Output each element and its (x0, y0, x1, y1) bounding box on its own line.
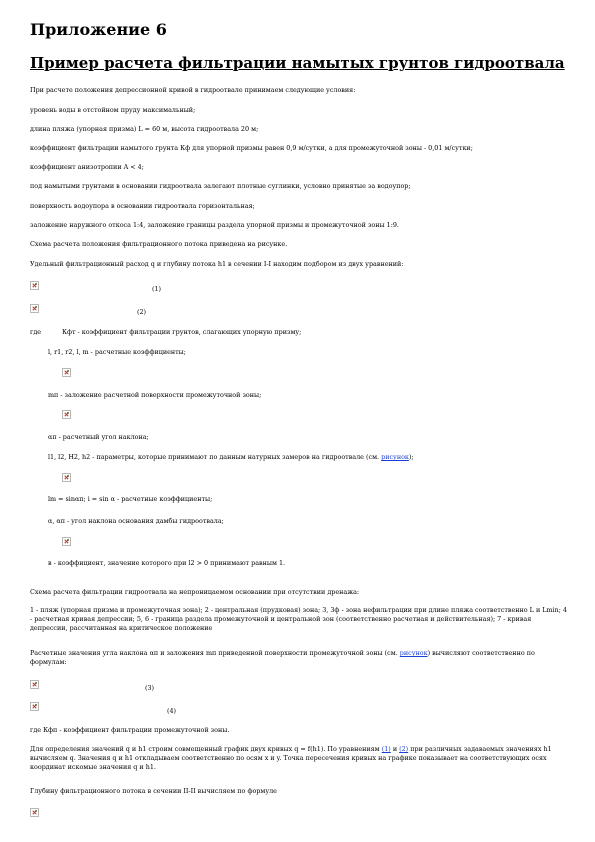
condition-slope: заложение наружного откоса 1:4, заложение границы раздела упорной призмы и промежуточной зоны 1:9. (30, 221, 399, 229)
equation-link-2[interactable]: (2) (399, 745, 409, 753)
page-subtitle: Пример расчета фильтрации намытых грунтов гидроотвала (30, 54, 565, 72)
broken-image-icon (30, 281, 39, 290)
figure-link[interactable]: рисунок (399, 649, 428, 657)
page-title: Приложение 6 (30, 20, 167, 39)
broken-image-icon (30, 808, 39, 817)
broken-image-icon (62, 473, 71, 482)
condition-base-soil: под намытыми грунтами в основании гидроотвала залегают плотные суглинки, условно принятые за водоупор; (30, 182, 411, 190)
paragraph-section-depth: Глубину фильтрационного потока в сечении II-II вычисляем по формуле (30, 787, 277, 795)
broken-image-icon (62, 368, 71, 377)
definition-kft: Кфт - коэффициент фильтрации грунтов, слагающих упорную призму; (62, 328, 302, 336)
equation-number-4: (4) (167, 707, 177, 715)
definition-parameters: l1, l2, Н2, h2 - параметры, которые принимают по данным натурных замеров на гидроотвале (см. рисунок); (48, 453, 414, 461)
scheme-legend: 1 - пляж (упорная призма и промежуточная зона); 2 - центральная (прудковая) зона; 3, 3ф - зона нефильтрации при длине пляжа соответственно L и Lmin; 4 - расчетная кривая депрессии; 5, 6 - граница раздела промежуточной и центральной зон (соответственно расчетная и действительная); 7 - кривая депрессии, рассчитанная на критическое положение (30, 606, 567, 632)
definition-b: в - коэффициент, значение которого при l2 > 0 принимают равным 1. (48, 559, 286, 567)
paragraph-calc-values: Расчетные значения угла наклона αп и заложения mп приведенной поверхности промежуточной зоны (см. рисунок) вычисляют соответственно по формулам: (30, 649, 535, 666)
equation-number-1: (1) (152, 285, 162, 293)
equation-link-1[interactable]: (1) (381, 745, 391, 753)
definition-coefficients: l, r1, r2, l, m - расчетные коэффициенты; (48, 348, 186, 356)
equation-number-3: (3) (145, 684, 155, 692)
definition-mp: mп - заложение расчетной поверхности промежуточной зоны; (48, 391, 262, 399)
definition-lm: lm = sinαп; i = sin α - расчетные коэффициенты; (48, 495, 213, 503)
broken-image-icon (62, 410, 71, 419)
definition-kfp: где Кфп - коэффициент фильтрации промежуточной зоны. (30, 726, 230, 734)
condition-water-level: уровень воды в отстойном пруду максимальный; (30, 106, 196, 114)
broken-image-icon (30, 680, 39, 689)
broken-image-icon (62, 537, 71, 546)
broken-image-icon (30, 304, 39, 313)
definition-alpha: α, αп - угол наклона основания дамбы гидроотвала; (48, 517, 224, 525)
definition-alpha-p: αп - расчетный угол наклона; (48, 433, 149, 441)
broken-image-icon (30, 702, 39, 711)
figure-link[interactable]: рисунок (381, 453, 409, 461)
paragraph-flow-rate: Удельный фильтрационный расход q и глубину потока h1 в сечении I-I находим подбором из двух уравнений: (30, 260, 404, 268)
condition-filtration-coefficient: коэффициент фильтрации намытого грунта Кф для упорной призмы равен 0,9 м/сутки, а для промежуточной зоны - 0,01 м/сутки; (30, 144, 473, 152)
scheme-caption: Схема расчета фильтрации гидроотвала на непроницаемом основании при отсутствии дренажа: (30, 588, 360, 596)
paragraph-graph-method: Для определения значений q и h1 строим совмещенный график двух кривых q = f(h1). По уравнениям (1) и (2) при различных задаваемых значениях h1 вычисляем q. Значения q и h1 откладываем соответственно по осям x и y. Точка пересечения кривых на графике показывает на соответствующих осях координат искомые значения q и h1. (30, 745, 552, 771)
condition-anisotropy: коэффициент анизотропии A < 4; (30, 163, 144, 171)
paragraph-scheme: Схема расчета положения фильтрационного потока приведена на рисунке. (30, 240, 288, 248)
equation-number-2: (2) (137, 308, 147, 316)
condition-beach-length: длина пляжа (упорная призма) L = 60 м, высота гидроотвала 20 м; (30, 125, 259, 133)
where-label: где (30, 328, 42, 336)
condition-aquiclude-surface: поверхность водоупора в основании гидроотвала горизонтальная; (30, 202, 255, 210)
paragraph-intro: При расчете положения депрессионной кривой в гидроотвале принимаем следующие условия: (30, 86, 356, 94)
